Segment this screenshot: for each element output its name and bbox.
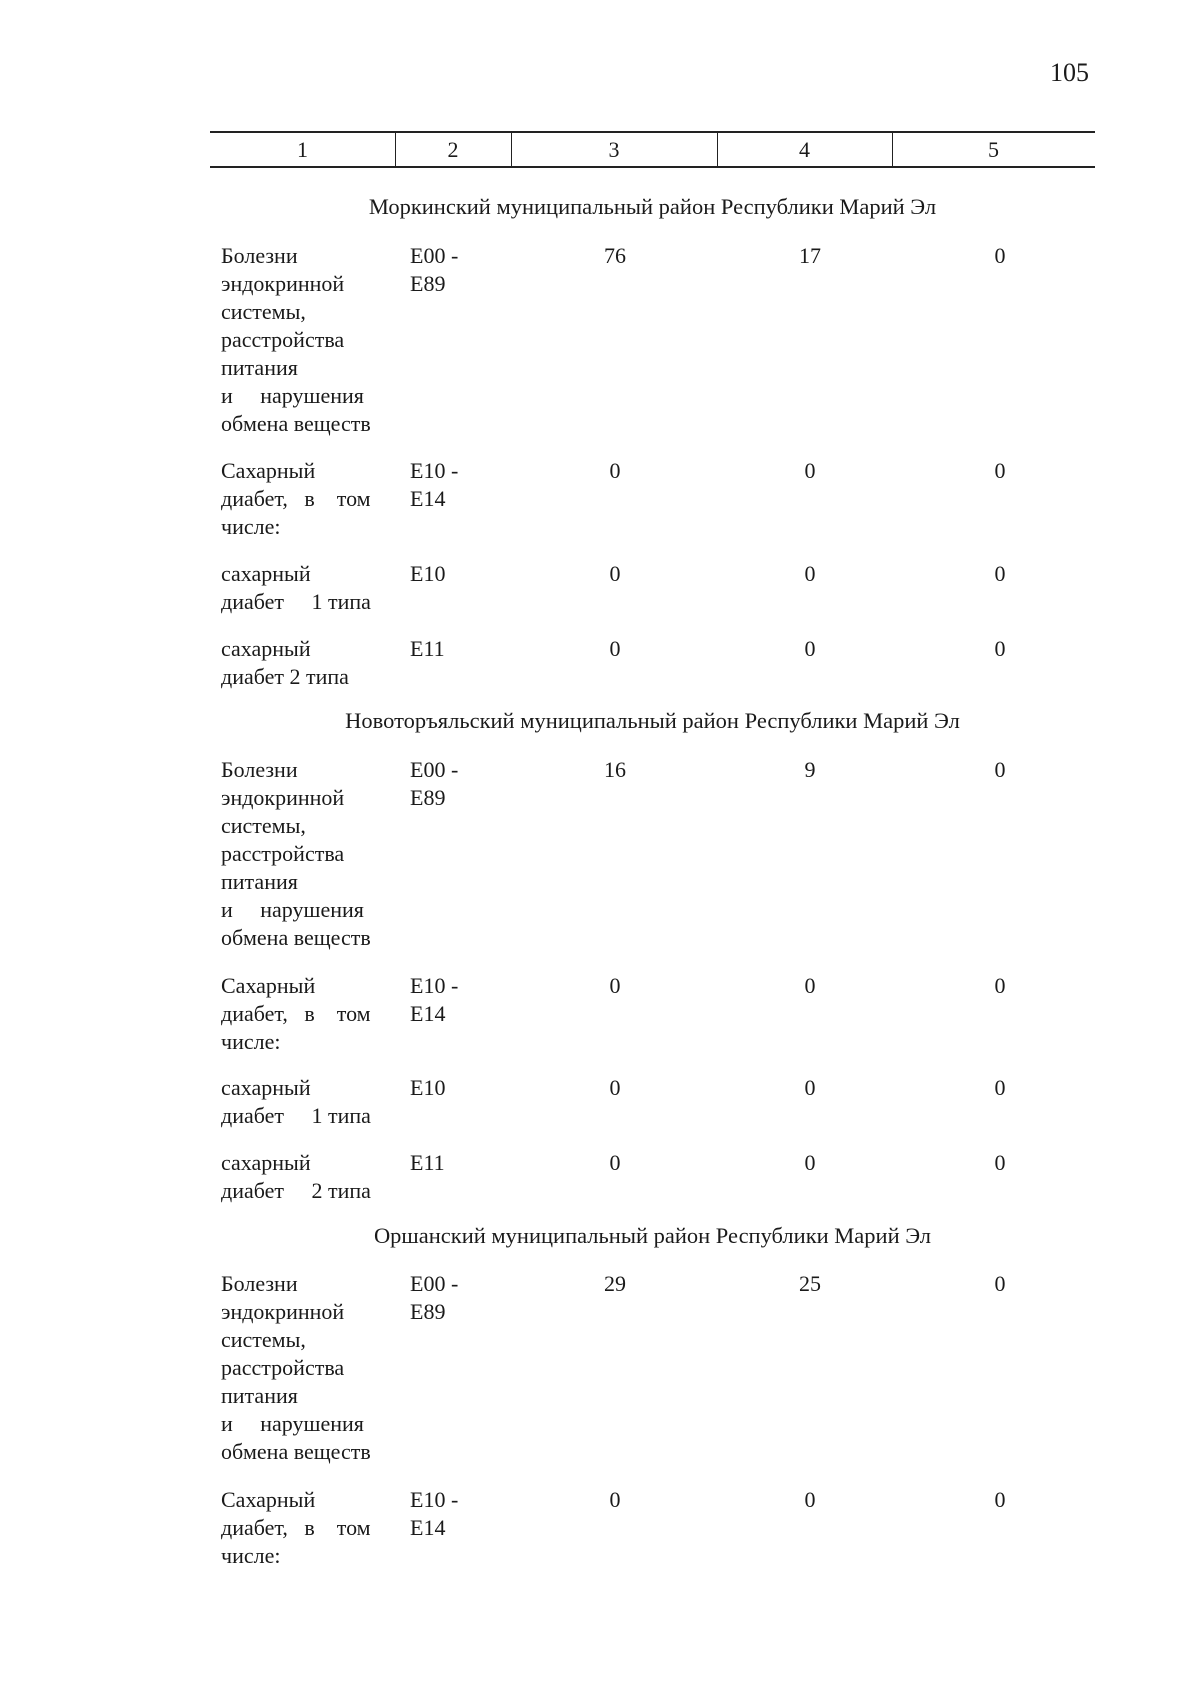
row-name: Болезни эндокринной системы, расстройства питания и нарушения обмена веществ [221,757,371,950]
header-col-4: 4 [799,137,810,162]
row-name: Сахарный диабет, в том числе: [221,458,371,539]
row-value-col4: 0 [804,1487,816,1512]
row-value-col4: 9 [804,757,816,782]
row-name: сахарный диабет 2 типа [221,1150,371,1203]
header-col-1: 1 [297,137,308,162]
row-value-col5: 0 [994,243,1006,268]
row-value-col3: 16 [604,757,626,782]
row-value-col5: 0 [994,1150,1006,1175]
row-code: E10 [410,1075,446,1100]
header-col-3: 3 [608,137,620,162]
row-value-col5: 0 [994,757,1006,782]
row-value-col4: 25 [799,1271,821,1296]
row-value-col4: 0 [804,458,816,483]
section-title: Оршанский муниципальный район Республики Марий Эл [373,1223,932,1248]
row-value-col5: 0 [994,561,1006,586]
row-value-col4: 0 [804,1150,816,1175]
row-value-col5: 0 [994,1487,1006,1512]
row-value-col3: 0 [609,561,621,586]
row-name: Сахарный диабет, в том числе: [221,973,371,1054]
row-code: E11 [410,1150,445,1175]
row-value-col3: 76 [604,243,626,268]
row-code: E10 [410,561,446,586]
row-code: E00 - E89 [410,243,459,296]
row-value-col5: 0 [994,1075,1006,1100]
row-value-col5: 0 [994,636,1006,661]
header-col-2: 2 [447,137,459,162]
row-value-col4: 0 [804,636,816,661]
row-name: сахарный диабет 1 типа [221,1075,371,1128]
row-value-col3: 0 [609,1075,621,1100]
row-code: E11 [410,636,445,661]
row-value-col4: 17 [799,243,821,268]
row-value-col4: 0 [804,973,816,998]
row-value-col4: 0 [804,1075,816,1100]
section-title: Новоторъяльский муниципальный район Республики Марий Эл [345,708,960,733]
row-value-col5: 0 [994,1271,1006,1296]
row-code: E00 - E89 [410,1271,459,1324]
row-value-col5: 0 [994,973,1006,998]
row-code: E10 - E14 [410,1487,459,1540]
row-code: E00 - E89 [410,757,459,810]
row-value-col3: 0 [609,1487,621,1512]
row-name: сахарный диабет 1 типа [221,561,371,614]
row-value-col3: 0 [609,973,621,998]
row-code: E10 - E14 [410,458,459,511]
row-code: E10 - E14 [410,973,459,1026]
table-header [210,131,1095,168]
row-value-col5: 0 [994,458,1006,483]
row-value-col3: 0 [609,636,621,661]
row-value-col3: 0 [609,1150,621,1175]
row-name: сахарный диабет 2 типа [221,636,349,689]
row-value-col3: 29 [604,1271,626,1296]
row-name: Сахарный диабет, в том числе: [221,1487,371,1568]
row-value-col4: 0 [804,561,816,586]
header-col-5: 5 [988,137,999,162]
row-name: Болезни эндокринной системы, расстройства питания и нарушения обмена веществ [221,1271,371,1464]
row-name: Болезни эндокринной системы, расстройства питания и нарушения обмена веществ [221,243,371,436]
page-number: 105 [1050,58,1089,87]
row-value-col3: 0 [609,458,621,483]
section-title: Моркинский муниципальный район Республики Марий Эл [368,194,937,219]
